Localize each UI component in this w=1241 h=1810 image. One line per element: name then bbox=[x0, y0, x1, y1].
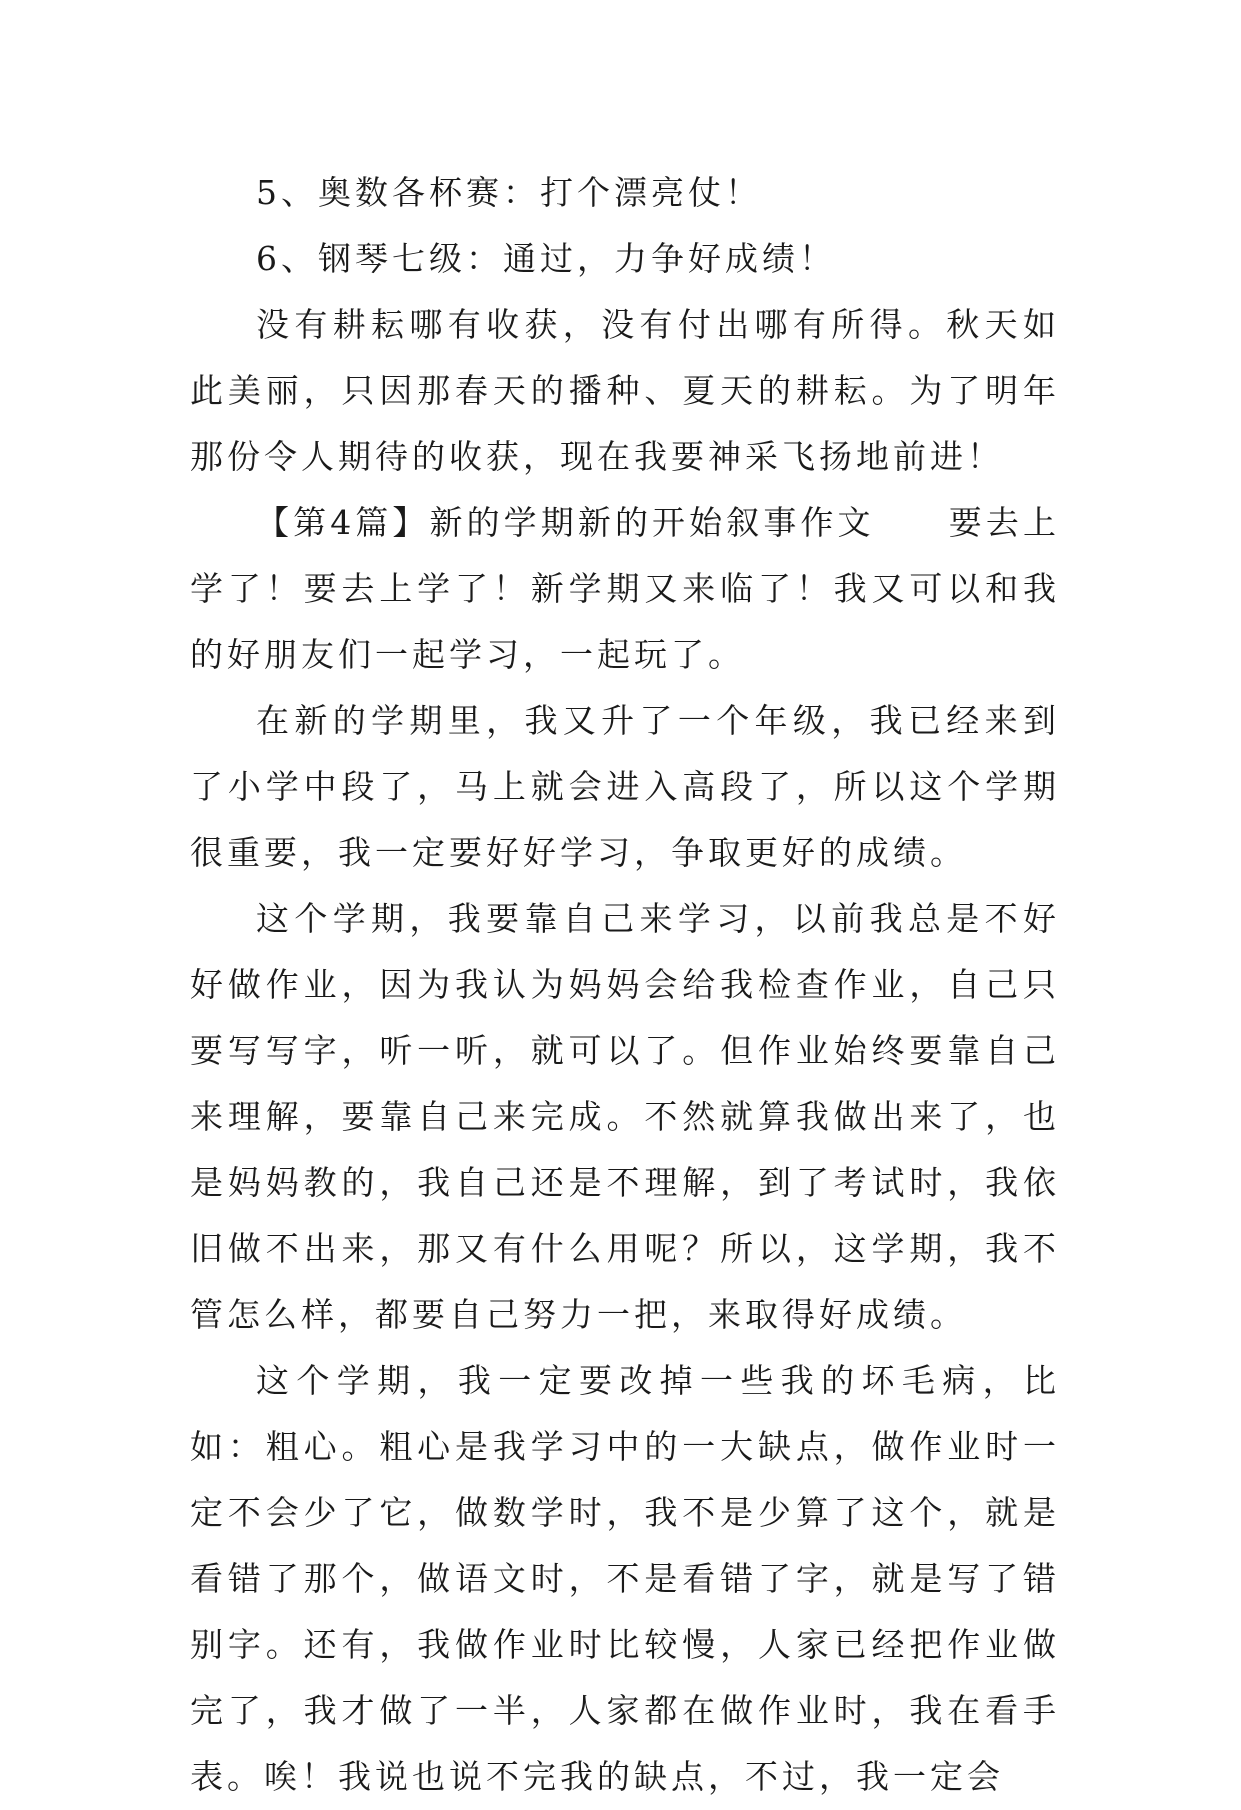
list-item-piano-grade: 6、钢琴七级：通过，力争好成绩！ bbox=[256, 239, 836, 278]
document-body bbox=[190, 160, 1060, 1810]
paragraph-new-semester: 在新的学期里，我又升了一个年级，我已经来到了小学中段了，马上就会进入高段了，所以这个学期很重要，我一定要好好学习，争取更好的成绩。 bbox=[190, 701, 1060, 872]
paragraph-self-study: 这个学期，我要靠自己来学习，以前我总是不好好做作业，因为我认为妈妈会给我检查作业，自己只要写写字，听一听，就可以了。但作业始终要靠自己来理解，要靠自己来完成。不然就算我做出来了，也是妈妈教的，我自己还是不理解，到了考试时，我依旧做不出来，那又有什么用呢？所以，这学期，我不管怎么样，都要自己努力一把，来取得好成绩。 bbox=[190, 899, 1060, 1334]
paragraph-bad-habits: 这个学期，我一定要改掉一些我的坏毛病，比如：粗心。粗心是我学习中的一大缺点，做作业时一定不会少了它，做数学时，我不是少算了这个，就是看错了那个，做语文时，不是看错了字，就是写了错别字。还有，我做作业时比较慢，人家已经把作业做完了，我才做了一半，人家都在做作业时，我在看手表。唉！我说也说不完我的缺点，不过，我一定会 bbox=[190, 1361, 1060, 1796]
paragraph-harvest: 没有耕耘哪有收获，没有付出哪有所得。秋天如此美丽，只因那春天的播种、夏天的耕耘。为了明年那份令人期待的收获，现在我要神采飞扬地前进！ bbox=[190, 305, 1060, 476]
list-item-olympiad-math: 5、奥数各杯赛：打个漂亮仗！ bbox=[256, 173, 762, 212]
paragraph-article-4-title: 【第4篇】新的学期新的开始叙事作文 要去上学了！要去上学了！新学期又来临了！我又可以和我的好朋友们一起学习，一起玩了。 bbox=[190, 503, 1060, 674]
